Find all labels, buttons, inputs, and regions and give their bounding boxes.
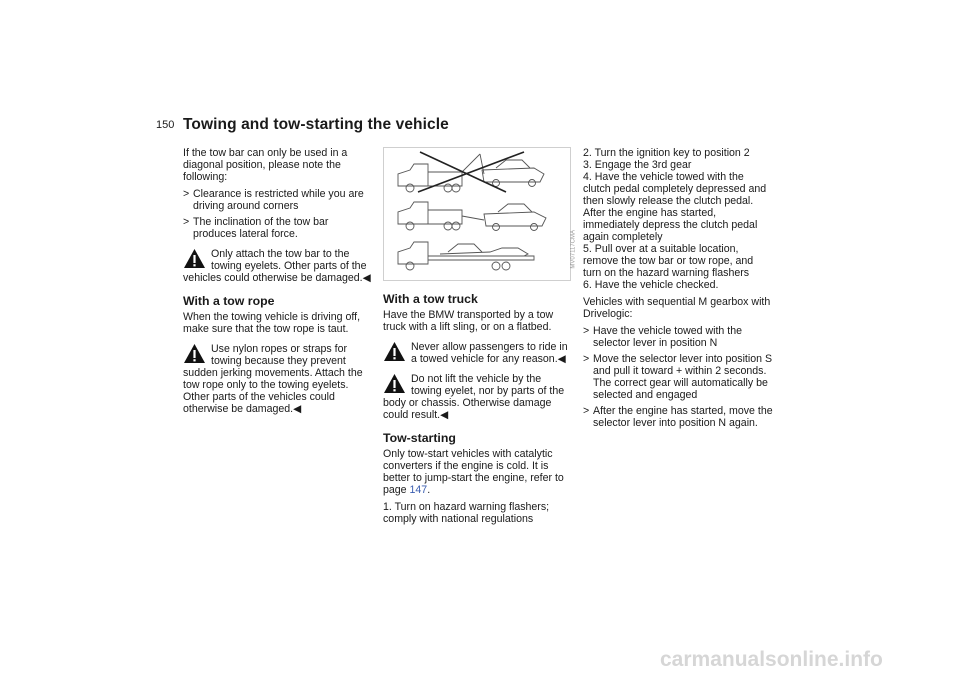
figure-code: MV07117CMA xyxy=(571,230,577,269)
section-heading: Tow-starting xyxy=(383,431,456,445)
warning-triangle-icon xyxy=(183,248,206,269)
warning-note: Only attach the tow bar to the towing eyelets. Other parts of the vehicles could otherwise be damaged.◀ xyxy=(183,248,371,284)
list-item: > The inclination of the tow bar produces lateral force. xyxy=(183,216,329,240)
bullet-arrow-icon: > xyxy=(183,188,190,200)
list-item: > Have the vehicle towed with the selector lever in position N xyxy=(583,325,742,349)
warning-note: Never allow passengers to ride in a towed vehicle for any reason.◀ xyxy=(383,341,573,365)
bullet-arrow-icon: > xyxy=(583,353,590,365)
list-item: 3. Engage the 3rd gear xyxy=(583,159,692,171)
list-item: 5. Pull over at a suitable location, remove the tow bar or tow rope, and turn on the hazard warning flashers xyxy=(583,243,754,279)
intro-text: Vehicles with sequential M gearbox with Drivelogic: xyxy=(583,296,771,320)
list-item: > Move the selector lever into position S and pull it toward + within 2 seconds. The correct gear will automatically be selected and engaged xyxy=(583,353,773,401)
list-item: 1. Turn on hazard warning flashers; comply with national regulations xyxy=(383,501,550,525)
warning-triangle-icon xyxy=(183,343,206,364)
page-number: 150 xyxy=(156,119,175,131)
list-item: > After the engine has started, move the selector lever into position N again. xyxy=(583,405,773,429)
section-heading: With a tow truck xyxy=(383,292,478,306)
list-item: 2. Turn the ignition key to position 2 xyxy=(583,147,750,159)
body-text: Only tow-start vehicles with catalytic converters if the engine is cold. It is better to jump-start the engine, refer to page 147. xyxy=(383,448,564,496)
bullet-arrow-icon: > xyxy=(583,325,590,337)
watermark: carmanualsonline.info xyxy=(660,648,883,671)
column-1 xyxy=(183,147,373,420)
page-link[interactable]: 147 xyxy=(409,484,428,496)
column-3 xyxy=(583,147,773,433)
list-item: > Clearance is restricted while you are driving around corners xyxy=(183,188,364,212)
section-heading: With a tow rope xyxy=(183,294,275,308)
warning-note: Use nylon ropes or straps for towing because they prevent sudden jerking movements. Attach the tow rope only to the towing eyelets. Other parts of the vehicles could otherwise be damaged.◀ xyxy=(183,343,363,415)
column-2 xyxy=(383,147,577,525)
warning-triangle-icon xyxy=(383,373,406,394)
warning-note: Do not lift the vehicle by the towing eyelet, nor by parts of the body or chassis. Otherwise damage could result.◀ xyxy=(383,373,565,421)
towing-illustration xyxy=(383,147,577,281)
intro-text: If the tow bar can only be used in a diagonal position, please note the following: xyxy=(183,147,348,183)
page-title: Towing and tow-starting the vehicle xyxy=(183,116,449,133)
bullet-arrow-icon: > xyxy=(583,405,590,417)
tow-truck-illustration xyxy=(384,148,570,280)
bullet-arrow-icon: > xyxy=(183,216,190,228)
body-text: Have the BMW transported by a tow truck with a lift sling, or on a flatbed. xyxy=(383,309,554,333)
warning-triangle-icon xyxy=(383,341,406,362)
list-item: 6. Have the vehicle checked. xyxy=(583,279,719,291)
list-item: 4. Have the vehicle towed with the clutch pedal completely depressed and then slowly release the clutch pedal. After the engine has started, immediately depress the clutch pedal again completely xyxy=(583,171,767,243)
body-text: When the towing vehicle is driving off, make sure that the tow rope is taut. xyxy=(183,311,361,335)
